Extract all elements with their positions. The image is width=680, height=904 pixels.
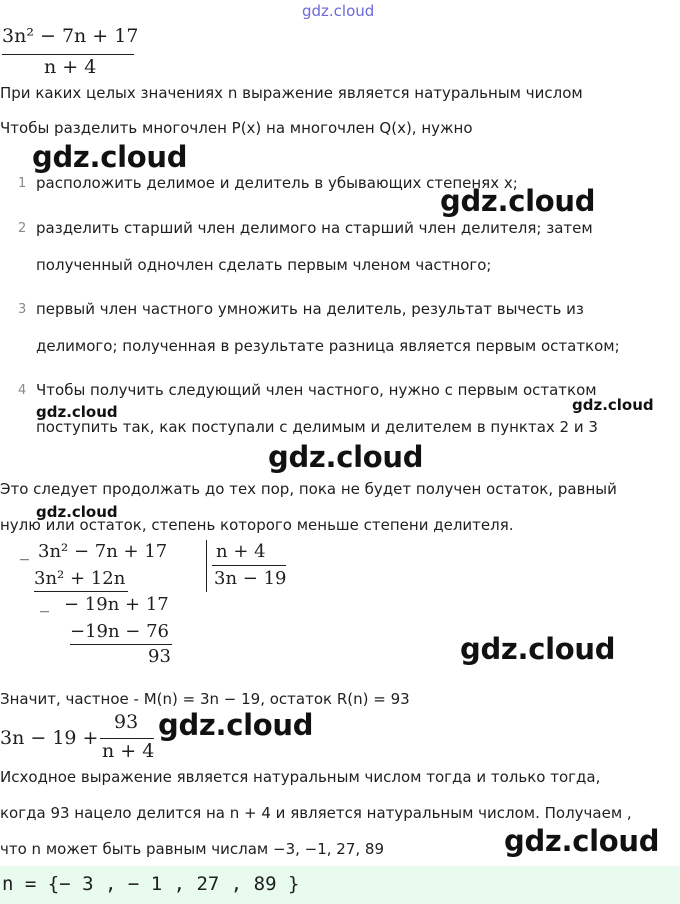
result-expr-left: 3n − 19 + (0, 727, 99, 749)
dividend: 3n² − 7n + 17 (38, 541, 168, 562)
step-1-text: расположить делимое и делитель в убывающих степенях x; (36, 174, 518, 192)
subtrahend-2: −19n − 76 (70, 621, 170, 642)
conclusion-line2: когда 93 нацело делится на n + 4 и является натуральным числом. Получаем , (0, 804, 632, 822)
answer-text: n = {− 3 , − 1 , 27 , 89 } (2, 873, 300, 895)
problem-numerator: 3n² − 7n + 17 (2, 25, 139, 47)
watermark-1: gdz.cloud (32, 140, 188, 174)
watermark-8: gdz.cloud (158, 708, 314, 742)
question-text: При каких целых значениях n выражение является натуральным числом (0, 84, 583, 102)
watermark-top: gdz.cloud (302, 2, 375, 20)
step-1-number: 1 (18, 176, 27, 191)
problem-denominator: n + 4 (44, 56, 97, 78)
continue-line2: нулю или остаток, степень которого меньше степени делителя. (0, 516, 514, 534)
step-3-line1: первый член частного умножить на делитель, результат вычесть из (36, 300, 584, 318)
watermark-9: gdz.cloud (504, 824, 660, 858)
conclusion-line3: что n может быть равным числам −3, −1, 27, 89 (0, 840, 385, 858)
watermark-5: gdz.cloud (268, 440, 424, 474)
minus-sign-2: _ (40, 592, 49, 613)
step-3-number: 3 (18, 302, 27, 317)
result-expr-numerator: 93 (114, 711, 139, 733)
result-expr-denominator: n + 4 (102, 740, 155, 762)
final-remainder: 93 (148, 646, 171, 667)
step-2-line2: полученный одночлен сделать первым членом частного; (36, 256, 492, 274)
divisor: n + 4 (216, 541, 266, 562)
step-3-line2: делимого; полученная в результате разница является первым остатком; (36, 337, 620, 355)
remainder-1: − 19n + 17 (64, 594, 169, 615)
watermark-4: gdz.cloud (572, 396, 654, 414)
step-4-line1: Чтобы получить следующий член частного, нужно с первым остатком (36, 381, 597, 399)
step-2-number: 2 (18, 221, 27, 236)
step-4-line2: поступить так, как поступали с делимым и делителем в пунктах 2 и 3 (36, 418, 598, 436)
step-4-number: 4 (18, 383, 27, 398)
divisor-bar (206, 540, 207, 592)
watermark-3: gdz.cloud (36, 403, 118, 421)
watermark-6: gdz.cloud (36, 503, 118, 521)
conclusion-line1: Исходное выражение является натуральным числом тогда и только тогда, (0, 768, 601, 786)
result-line: Значит, частное - M(n) = 3n − 19, остаток R(n) = 93 (0, 690, 410, 708)
step-2-line1: разделить старший член делимого на старший член делителя; затем (36, 219, 593, 237)
continue-line1: Это следует продолжать до тех пор, пока не будет получен остаток, равный (0, 480, 617, 498)
watermark-7: gdz.cloud (460, 632, 616, 666)
quotient-rule (212, 565, 286, 566)
intro-text: Чтобы разделить многочлен P(x) на многочлен Q(x), нужно (0, 119, 473, 137)
minus-sign-1: _ (20, 540, 29, 561)
subtrahend-1: 3n² + 12n (34, 568, 126, 589)
answer-box (0, 866, 680, 904)
quotient: 3n − 19 (214, 568, 287, 589)
watermark-2: gdz.cloud (440, 184, 596, 218)
